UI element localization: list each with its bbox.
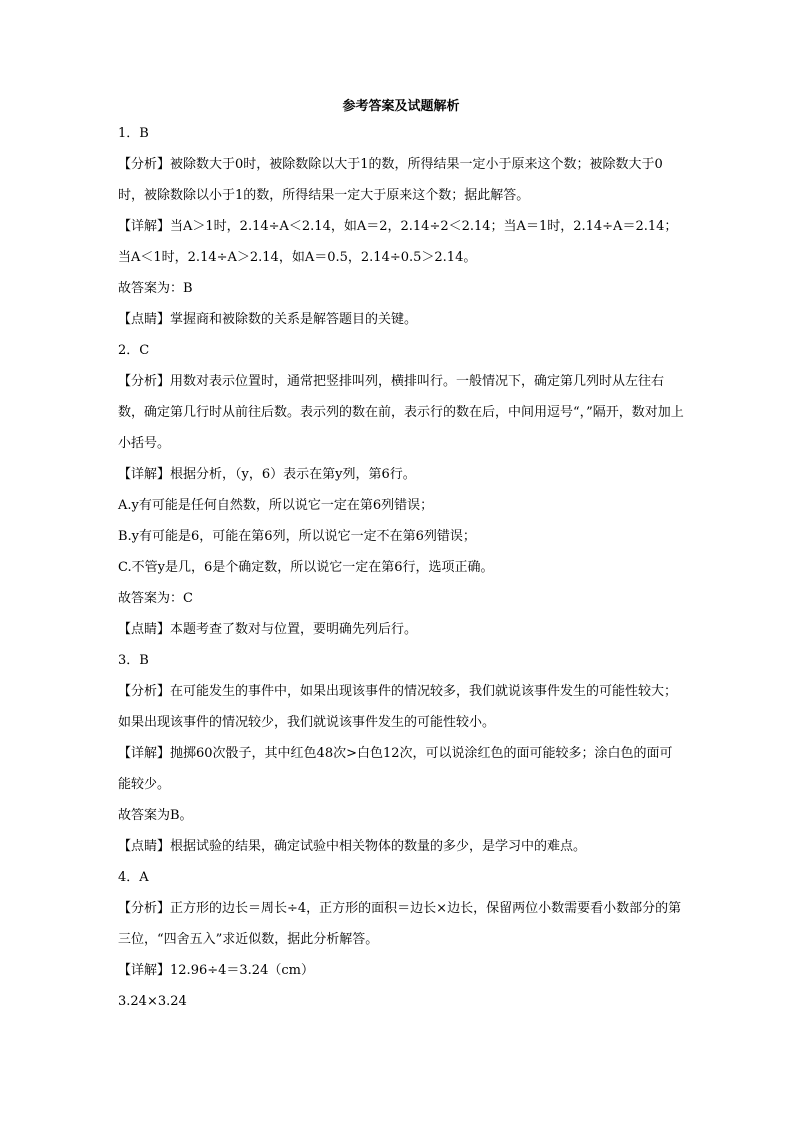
detail-label: 【详解】 xyxy=(118,963,171,978)
question-3-detail xyxy=(118,738,684,800)
analysis-label: 【分析】 xyxy=(118,684,171,699)
comment-label: 【点睛】 xyxy=(118,839,171,854)
question-2-option-b: B.y有可能是6，可能在第6列，所以说它一定不在第6列错误； xyxy=(118,529,476,544)
question-1-comment xyxy=(118,304,684,335)
question-2-answer: 故答案为：C xyxy=(118,591,193,606)
detail-text: 抛掷60次骰子，其中红色48次>白色12次，可以说涂红色的面可能较多；涂白色的面可能较少。 xyxy=(118,746,673,792)
question-4-analysis xyxy=(118,893,684,955)
question-1-number: 1．B xyxy=(118,126,149,141)
question-1-detail-line-1 xyxy=(118,211,684,242)
detail-text: 根据分析，（y，6）表示在第y列，第6行。 xyxy=(170,467,416,482)
analysis-text: 正方形的边长＝周长÷4，正方形的面积＝边长×边长，保留两位小数需要看小数部分的第三位，“四舍五入”求近似数，据此分析解答。 xyxy=(118,901,682,947)
detail-label: 【详解】 xyxy=(118,746,171,761)
question-1-answer: 故答案为：B xyxy=(118,281,193,296)
detail-text: 12.96÷4＝3.24（cm） xyxy=(170,963,314,978)
analysis-text: 用数对表示位置时，通常把竖排叫列，横排叫行。一般情况下，确定第几列时从左往右数，确定第几行时从前往后数。表示列的数在前，表示行的数在后，中间用逗号“，”隔开，数对加上小括号。 xyxy=(118,374,684,451)
analysis-text: 在可能发生的事件中，如果出现该事件的情况较多，我们就说该事件发生的可能性较大；如果出现该事件的情况较少，我们就说该事件发生的可能性较小。 xyxy=(118,684,678,730)
document-page xyxy=(118,96,684,1017)
analysis-label: 【分析】 xyxy=(118,374,171,389)
question-3-answer: 故答案为B。 xyxy=(118,808,193,823)
analysis-label: 【分析】 xyxy=(118,157,171,172)
comment-text: 本题考查了数对与位置，要明确先列后行。 xyxy=(170,622,418,637)
question-2-number: 2．C xyxy=(118,343,150,358)
question-1-analysis xyxy=(118,149,684,211)
detail-label: 【详解】 xyxy=(118,219,171,234)
document-title: 参考答案及试题解析 xyxy=(342,99,460,114)
question-3-analysis xyxy=(118,676,684,738)
analysis-label: 【分析】 xyxy=(118,901,171,916)
question-2-option-a: A.y有可能是任何自然数，所以说它一定在第6列错误； xyxy=(118,498,434,513)
question-4-detail xyxy=(118,955,684,986)
question-2-analysis xyxy=(118,366,684,459)
comment-label: 【点睛】 xyxy=(118,622,171,637)
detail-text: 当A＞1时，2.14÷A＜2.14，如A＝2，2.14÷2＜2.14；当A＝1时，2.14÷A＝2.14； xyxy=(170,219,678,234)
question-3-number: 3．B xyxy=(118,653,149,668)
comment-label: 【点睛】 xyxy=(118,312,171,327)
question-4-extra: 3.24×3.24 xyxy=(118,994,187,1009)
analysis-text: 被除数大于0时，被除数除以大于1的数，所得结果一定小于原来这个数；被除数大于0时，被除数除以小于1的数，所得结果一定大于原来这个数；据此解答。 xyxy=(118,157,663,203)
question-1-detail-line-2: 当A＜1时，2.14÷A＞2.14，如A＝0.5，2.14÷0.5＞2.14。 xyxy=(118,250,477,265)
question-2-detail xyxy=(118,459,684,490)
question-3-comment xyxy=(118,831,684,862)
detail-label: 【详解】 xyxy=(118,467,171,482)
comment-text: 根据试验的结果，确定试验中相关物体的数量的多少，是学习中的难点。 xyxy=(170,839,587,854)
question-2-option-c: C.不管y是几，6是个确定数，所以说它一定在第6行，选项正确。 xyxy=(118,560,494,575)
question-2-comment xyxy=(118,614,684,645)
comment-text: 掌握商和被除数的关系是解答题目的关键。 xyxy=(170,312,418,327)
question-4-number: 4．A xyxy=(118,870,149,885)
